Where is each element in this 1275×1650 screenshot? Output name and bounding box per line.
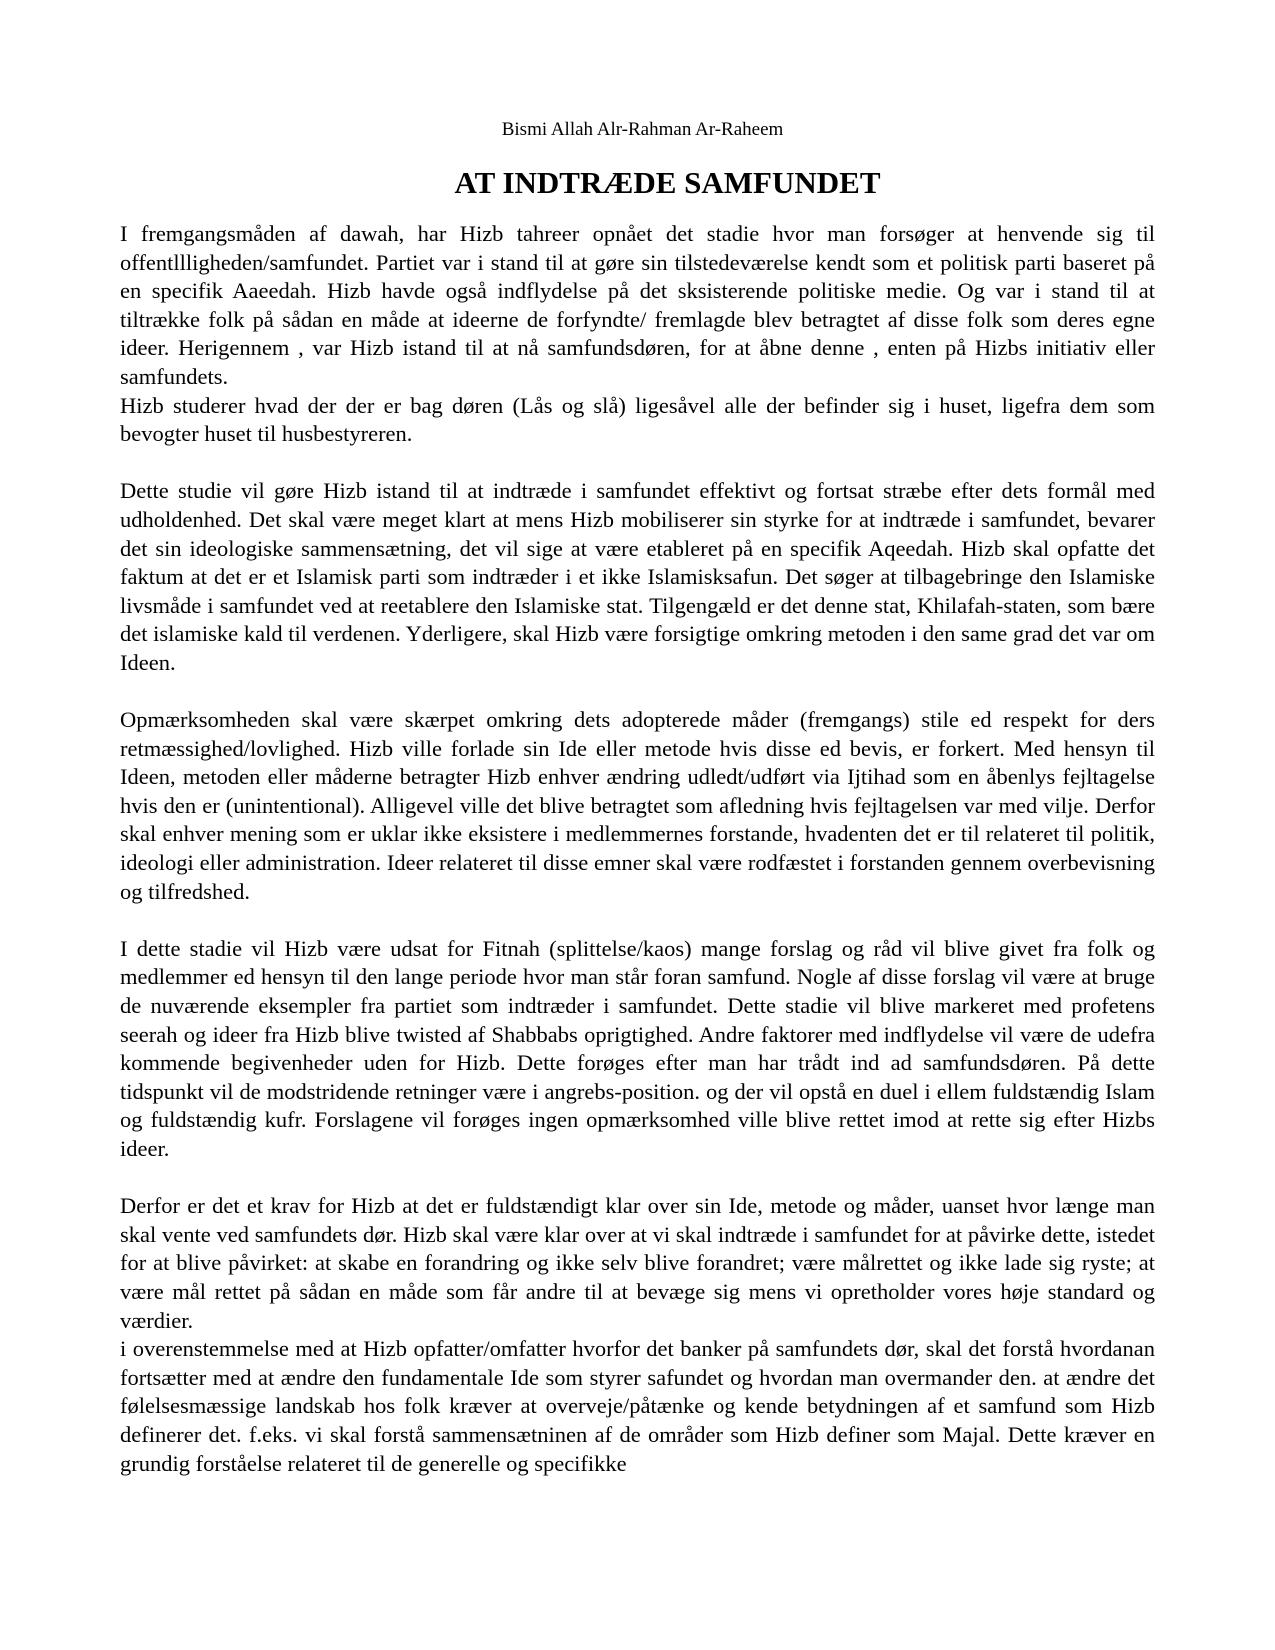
document-title: AT INDTRÆDE SAMFUNDET (454, 165, 881, 200)
paragraph-5: I dette stadie vil Hizb være udsat for Fitnah (splittelse/kaos) mange forslag og råd vil blive givet fra folk og medlemmer ed hensyn til den lange periode hvor man står foran samfund. Nogle af disse forslag vil være at bruge de nuværende eksempler fra partiet som indtræder i samfundet. Dette stadie vil blive markeret med profetens seerah og ideer fra Hizb blive twisted af Shabbabs oprigtighed. Andre faktorer med indflydelse vil være de udefra kommende begivenheder uden for Hizb. Dette forøges efter man har trådt ind ad samfundsdøren. På dette tidspunkt vil de modstridende retninger være i angrebs-position. og der vil opstå en duel i ellem fuldstændig Islam og fuldstændig kufr. Forslagene vil forøges ingen opmærksomhed ville blive rettet imod at rette sig efter Hizbs ideer. (120, 935, 1155, 1161)
paragraph-gap (120, 678, 1155, 707)
paragraph-4: Opmærksomheden skal være skærpet omkring dets adopterede måder (fremgangs) stile ed respekt for ders retmæssighed/lovlighed. Hizb ville forlade sin Ide eller metode hvis disse ed bevis, er forkert. Med hensyn til Ideen, metoden eller måderne betragter Hizb enhver ændring udledt/udført via Ijtihad som en åbenlys fejltagelse hvis den er (unintentional). Alligevel ville det blive betragtet som afledning hvis fejltagelsen var med vilje. Derfor skal enhver mening som er uklar ikke eksistere i medlemmernes forstande, hvadenten det er til relateret til politik, ideologi eller administration. Ideer relateret til disse emner skal være rodfæstet i forstanden gennem overbevisning og tilfredshed. (120, 707, 1155, 904)
document-page (120, 118, 1155, 1478)
paragraph-3: Dette studie vil gøre Hizb istand til at indtræde i samfundet effektivt og fortsat stræbe efter dets formål med udholdenhed. Det skal være meget klart at mens Hizb mobiliserer sin styrke for at indtræde i samfundet, bevarer det sin ideologiske sammensætning, det vil sige at være etableret på en specifik Aqeedah. Hizb skal opfatte det faktum at det er et Islamisk parti som indtræder i et ikke Islamisksafun. Det søger at tilbagebringe den Islamiske livsmåde i samfundet ved at reetablere den Islamiske stat. Tilgengæld er det denne stat, Khilafah-staten, som bære det islamiske kald til verdenen. Yderligere, skal Hizb være forsigtige omkring metoden i den same grad det var om Ideen. (120, 478, 1155, 675)
paragraph-7: i overenstemmelse med at Hizb opfatter/omfatter hvorfor det banker på samfundets dør, skal det forstå hvordanan fortsætter med at ændre den fundamentale Ide som styrer safundet og hvordan man overmander den. at ændre det følelsesmæssige landskab hos folk kræver at overveje/påtænke og kende betydningen af et samfund som Hizb definerer det. f.eks. vi skal forstå sammensætninen af de områder som Hizb definer som Majal. Dette kræver en grundig forståelse relateret til de generelle og specifikke (120, 1336, 1155, 1476)
paragraph-6: Derfor er det et krav for Hizb at det er fuldstændigt klar over sin Ide, metode og måder, uanset hvor længe man skal vente ved samfundets dør. Hizb skal være klar over at vi skal indtræde i samfundet for at påvirke dette, istedet for at blive påvirket: at skabe en forandring og ikke selv blive forandret; være målrettet og ikke lade sig ryste; at være mål rettet på sådan en måde som får andre til at bevæge sig mens vi opretholder vores høje standard og værdier. (120, 1193, 1155, 1333)
paragraph-gap (120, 449, 1155, 478)
paragraph-1: I fremgangsmåden af dawah, har Hizb tahreer opnået det stadie hvor man forsøger at henvende sig til offentllligheden/samfundet. Partiet var i stand til at gøre sin tilstedeværelse kendt som et politisk parti baseret på en specifik Aaeedah. Hizb havde også indflydelse på det sksisterende politiske medie. Og var i stand til at tiltrække folk på sådan en måde at ideerne de forfyndte/ fremlagde blev betragtet af disse folk som deres egne ideer. Herigennem , var Hizb istand til at nå samfundsdøren, for at åbne denne , enten på Hizbs initiativ eller samfundets. (120, 221, 1155, 389)
paragraph-gap (120, 1164, 1155, 1193)
invocation-line: Bismi Allah Alr-Rahman Ar-Raheem (501, 119, 784, 140)
paragraph-gap (120, 906, 1155, 935)
paragraph-2: Hizb studerer hvad der der er bag døren (Lås og slå) ligesåvel alle der befinder sig i huset, ligefra dem som bevogter huset til husbestyreren. (120, 392, 1155, 447)
